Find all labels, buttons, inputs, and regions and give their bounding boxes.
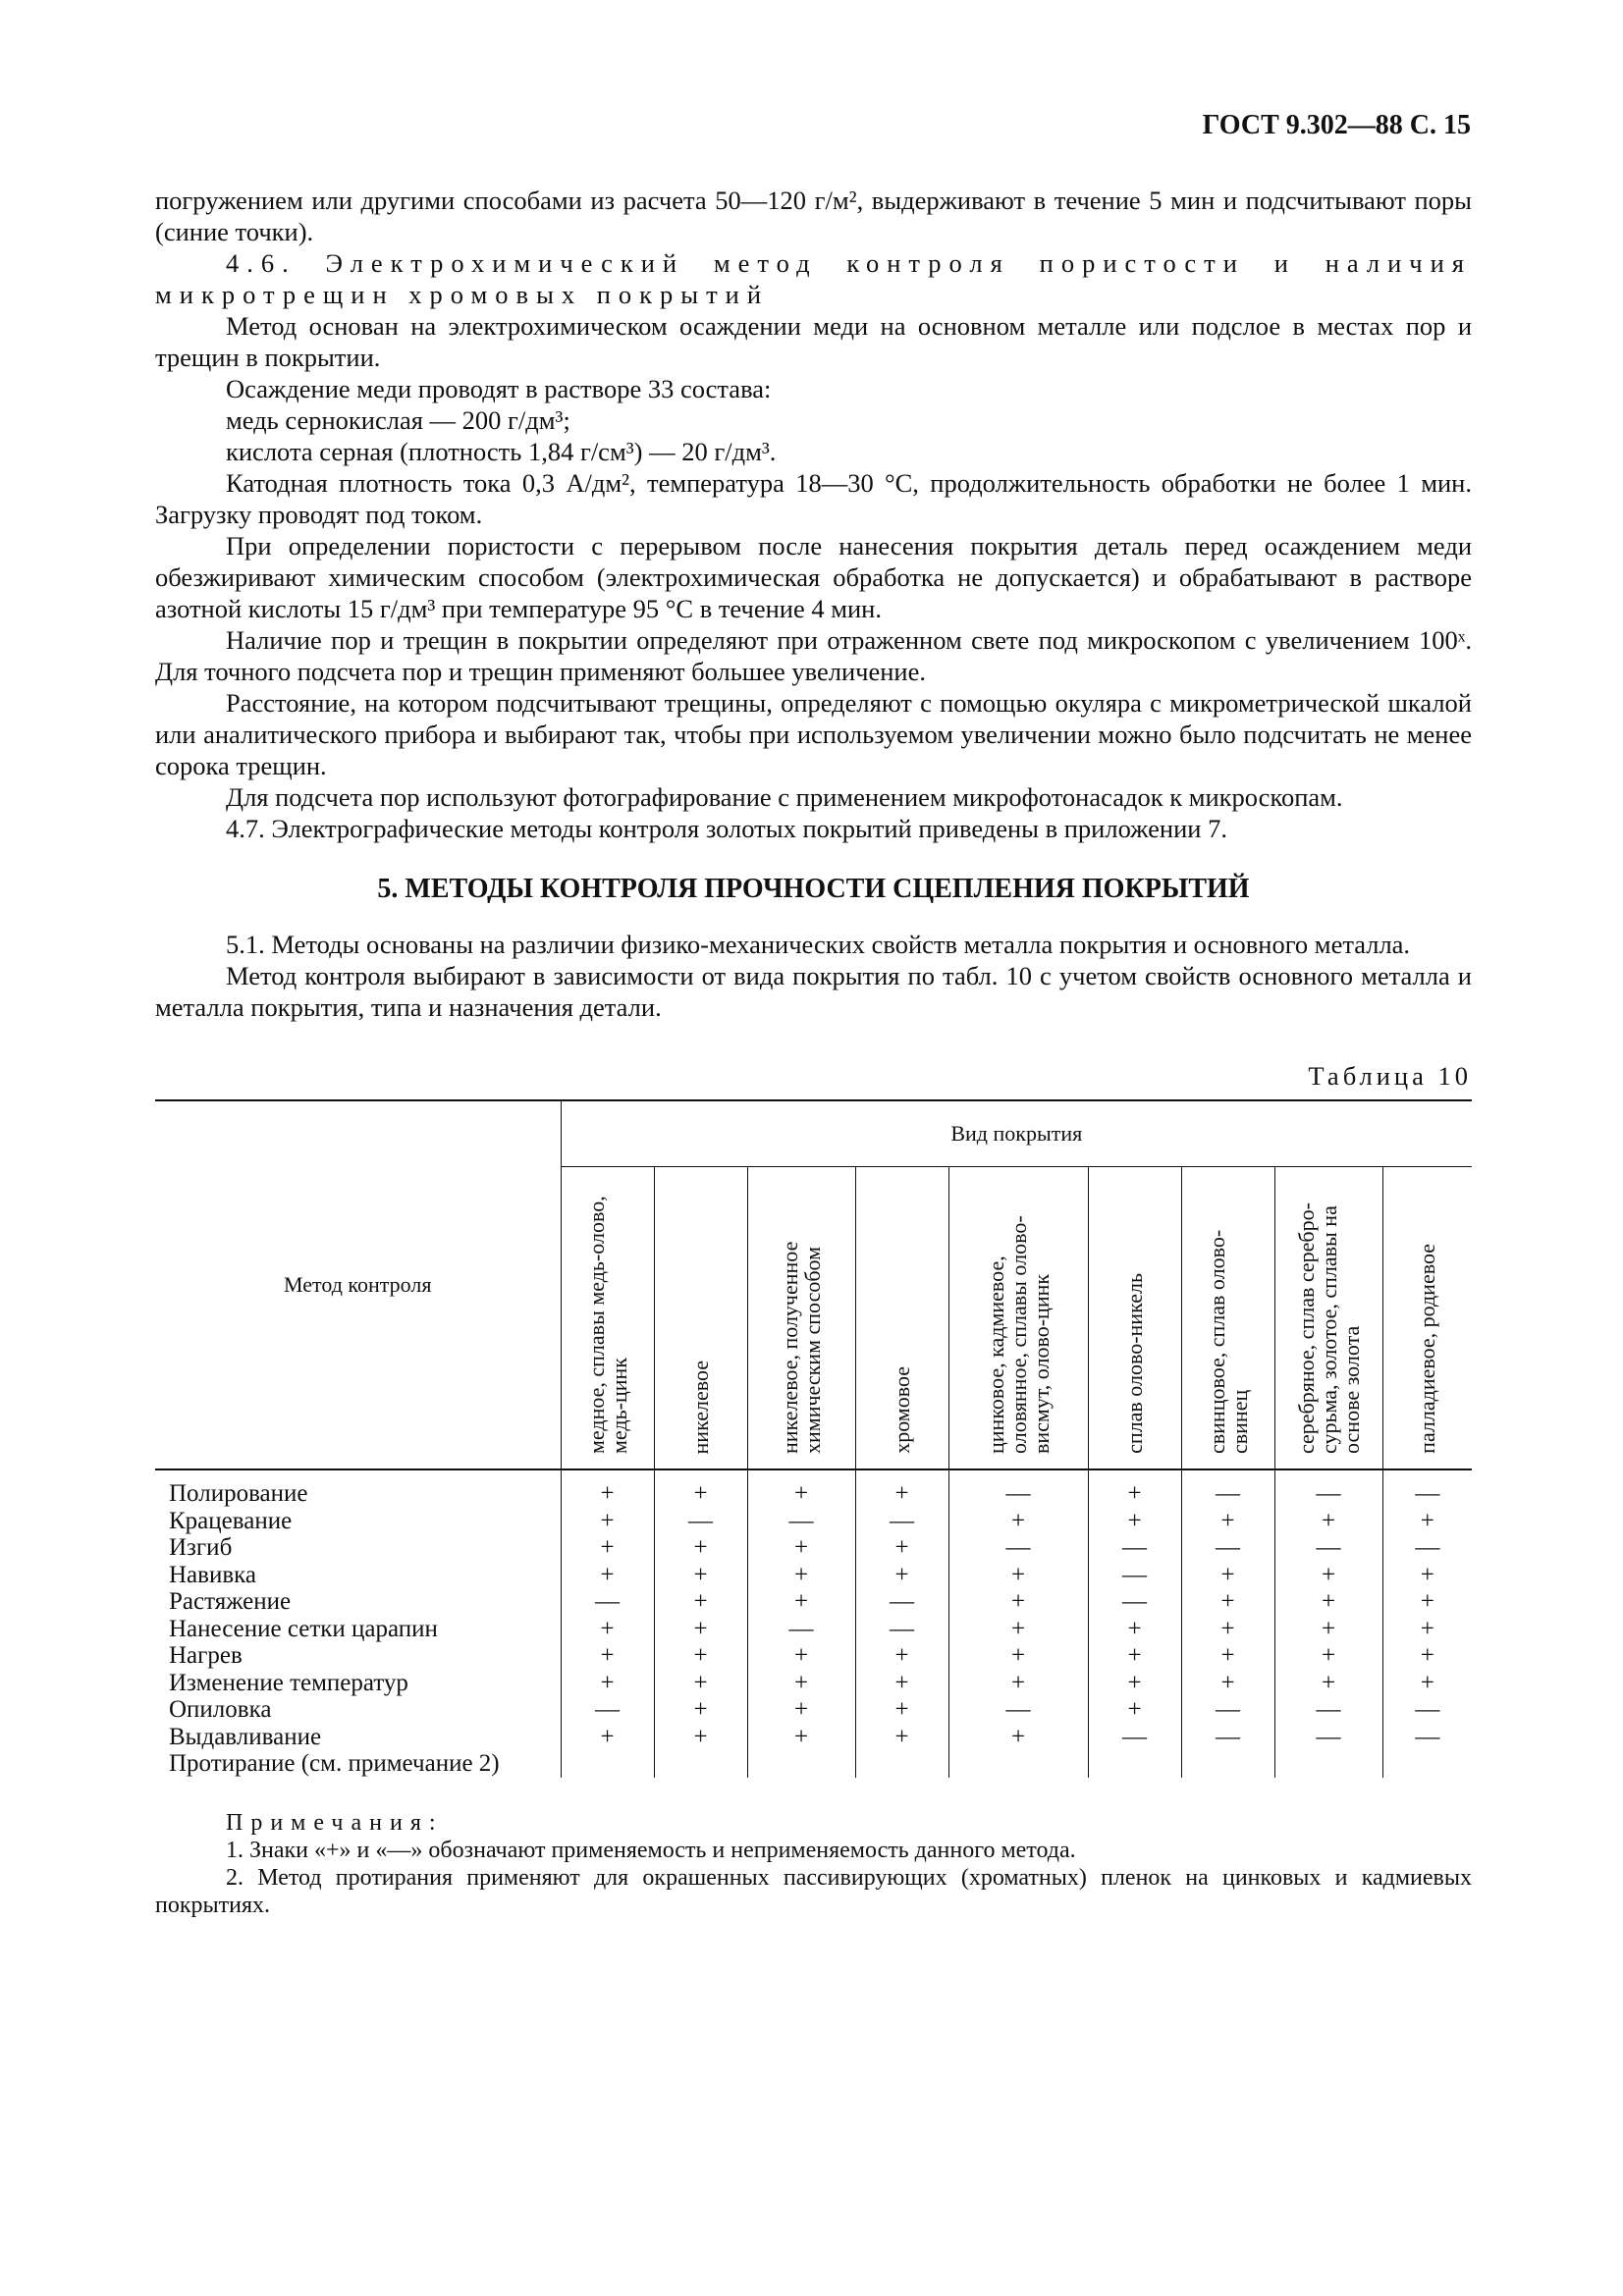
paragraph: Осаждение меди проводят в растворе 33 состава: — [226, 374, 772, 403]
applicability-cell: — — [1088, 1588, 1181, 1616]
method-name: Выдавливание — [155, 1724, 561, 1751]
applicability-cell: + — [654, 1534, 747, 1562]
paragraph: Наличие пор и трещин в покрытии определяют при отраженном свете под микроскопом с увеличением 100ˣ. Для точного подсчета пор и трещин применяют большее увеличение. — [155, 625, 1472, 686]
coating-column-label: серебряное, сплав серебро-сурьма, золотое, сплавы на основе золота — [1293, 1202, 1364, 1454]
applicability-cell: + — [855, 1562, 948, 1589]
applicability-cell: + — [561, 1616, 654, 1643]
applicability-cell: — — [948, 1469, 1088, 1508]
applicability-cell: + — [561, 1469, 654, 1508]
method-name: Полирование — [155, 1469, 561, 1508]
table-row — [155, 1588, 1472, 1616]
coating-column-label: палладиевое, родиевое — [1415, 1244, 1440, 1454]
applicability-cell: — — [1181, 1469, 1274, 1508]
applicability-cell: + — [1181, 1562, 1274, 1589]
applicability-cell: + — [747, 1696, 855, 1724]
applicability-cell: + — [855, 1642, 948, 1670]
applicability-cell: + — [1181, 1588, 1274, 1616]
coating-column-header — [948, 1167, 1088, 1470]
coating-column-label: свинцовое, сплав олово-свинец — [1204, 1229, 1252, 1454]
applicability-cell: + — [561, 1534, 654, 1562]
table-row — [155, 1616, 1472, 1643]
notes-title: Примечания: — [226, 1809, 444, 1836]
applicability-cell: + — [1382, 1588, 1472, 1616]
applicability-cell: + — [747, 1469, 855, 1508]
applicability-cell: + — [1274, 1642, 1382, 1670]
method-name: Нагрев — [155, 1642, 561, 1670]
applicability-cell: + — [855, 1724, 948, 1751]
paragraph: 5.1. Методы основаны на различии физико-механических свойств металла покрытия и основного металла. — [226, 930, 1411, 959]
applicability-cell: — — [1181, 1534, 1274, 1562]
applicability-cell: + — [948, 1588, 1088, 1616]
method-name: Навивка — [155, 1562, 561, 1589]
coating-column-header — [654, 1167, 747, 1470]
method-name: Опиловка — [155, 1696, 561, 1724]
applicability-cell: + — [948, 1724, 1088, 1751]
applicability-cell: — — [561, 1588, 654, 1616]
applicability-cell: — — [1181, 1724, 1274, 1751]
applicability-cell — [1181, 1750, 1274, 1778]
applicability-cell: — — [1274, 1534, 1382, 1562]
applicability-cell: + — [1274, 1670, 1382, 1697]
applicability-cell: — — [948, 1534, 1088, 1562]
method-name: Растяжение — [155, 1588, 561, 1616]
paragraph: Для подсчета пор используют фотографирование с применением микрофотонасадок к микроскопам. — [226, 782, 1343, 812]
applicability-cell: + — [654, 1642, 747, 1670]
table-row — [155, 1469, 1472, 1508]
coating-column-header — [1274, 1167, 1382, 1470]
applicability-cell — [1274, 1750, 1382, 1778]
coating-column-header — [855, 1167, 948, 1470]
method-column-header: Метод контроля — [155, 1100, 561, 1469]
applicability-cell: + — [948, 1508, 1088, 1535]
page-content — [155, 185, 1472, 1919]
applicability-cell: + — [1274, 1616, 1382, 1643]
paragraph: Расстояние, на котором подсчитывают трещины, определяют с помощью окуляра с микрометрической шкалой или аналитического прибора и выбирают так, чтобы при используемом увеличении можно было подсчитать не менее сорока трещин. — [155, 688, 1472, 780]
table-row — [155, 1508, 1472, 1535]
table-row — [155, 1696, 1472, 1724]
applicability-cell: + — [747, 1534, 855, 1562]
methods-table — [155, 1099, 1472, 1778]
applicability-cell: — — [1274, 1469, 1382, 1508]
applicability-cell: + — [747, 1670, 855, 1697]
applicability-cell: + — [654, 1696, 747, 1724]
notes — [155, 1809, 1472, 1919]
applicability-cell: — — [1088, 1534, 1181, 1562]
table-row — [155, 1724, 1472, 1751]
section-title: 5. МЕТОДЫ КОНТРОЛЯ ПРОЧНОСТИ СЦЕПЛЕНИЯ ПОКРЫТИЙ — [377, 874, 1250, 904]
applicability-cell: + — [654, 1616, 747, 1643]
applicability-cell: — — [855, 1616, 948, 1643]
applicability-cell: — — [654, 1508, 747, 1535]
applicability-cell: + — [654, 1562, 747, 1589]
applicability-cell: + — [1088, 1670, 1181, 1697]
applicability-cell: + — [1382, 1562, 1472, 1589]
applicability-cell: + — [1088, 1696, 1181, 1724]
applicability-cell: — — [1382, 1724, 1472, 1751]
applicability-cell: + — [654, 1724, 747, 1751]
paragraph: Катодная плотность тока 0,3 А/дм², температура 18—30 °С, продолжительность обработки не более 1 мин. Загрузку проводят под током. — [155, 468, 1472, 529]
applicability-cell: + — [1181, 1670, 1274, 1697]
applicability-cell: + — [1274, 1508, 1382, 1535]
applicability-cell: + — [747, 1724, 855, 1751]
coating-column-label: медное, сплавы медь-олово, медь-цинк — [583, 1196, 631, 1454]
paragraph: кислота серная (плотность 1,84 г/см³) — 20 г/дм³. — [226, 437, 777, 466]
applicability-cell: — — [1088, 1724, 1181, 1751]
applicability-cell: + — [948, 1562, 1088, 1589]
applicability-cell: + — [1382, 1670, 1472, 1697]
applicability-cell: + — [1181, 1642, 1274, 1670]
applicability-cell: + — [948, 1642, 1088, 1670]
method-name: Нанесение сетки царапин — [155, 1616, 561, 1643]
coating-column-header — [1088, 1167, 1181, 1470]
applicability-cell — [1382, 1750, 1472, 1778]
applicability-cell: + — [561, 1724, 654, 1751]
coating-group-header: Вид покрытия — [561, 1100, 1472, 1167]
applicability-cell: + — [654, 1469, 747, 1508]
applicability-cell: + — [1088, 1469, 1181, 1508]
method-name: Изгиб — [155, 1534, 561, 1562]
paragraph: При определении пористости с перерывом после нанесения покрытия деталь перед осаждением меди обезжиривают химическим способом (электрохимическая обработка не допускается) и обрабатывают в растворе азотной кислоты 15 г/дм³ при температуре 95 °С в течение 4 мин. — [155, 531, 1472, 623]
applicability-cell: + — [1088, 1616, 1181, 1643]
applicability-cell — [654, 1750, 747, 1778]
coating-column-header — [1181, 1167, 1274, 1470]
applicability-cell: — — [561, 1696, 654, 1724]
paragraph: медь сернокислая — 200 г/дм³; — [226, 405, 570, 435]
coating-column-label: хромовое — [890, 1366, 914, 1454]
paragraph: Метод основан на электрохимическом осаждении меди на основном металле или подслое в местах пор и трещин в покрытии. — [155, 311, 1472, 372]
applicability-cell: + — [561, 1670, 654, 1697]
note-item: 2. Метод протирания применяют для окрашенных пассивирующих (хроматных) пленок на цинковых и кадмиевых покрытиях. — [155, 1864, 1472, 1918]
applicability-cell — [1088, 1750, 1181, 1778]
coating-column-label: цинковое, кадмиевое, оловянное, сплавы олово-висмут, олово-цинк — [983, 1215, 1054, 1454]
method-name: Крацевание — [155, 1508, 561, 1535]
applicability-cell: + — [1088, 1642, 1181, 1670]
coating-column-label: сплав олово-никель — [1122, 1273, 1147, 1454]
method-name: Изменение температур — [155, 1670, 561, 1697]
paragraph: Метод контроля выбирают в зависимости от вида покрытия по табл. 10 с учетом свойств основного металла и металла покрытия, типа и назначения детали. — [155, 961, 1472, 1022]
applicability-cell: + — [561, 1562, 654, 1589]
applicability-cell: + — [561, 1642, 654, 1670]
table-caption: Таблица 10 — [1308, 1061, 1472, 1091]
applicability-cell: + — [855, 1670, 948, 1697]
applicability-cell: + — [948, 1616, 1088, 1643]
paragraph: погружением или другими способами из расчета 50—120 г/м², выдерживают в течение 5 мин и подсчитывают поры (синие точки). — [155, 186, 1472, 246]
applicability-cell: — — [747, 1508, 855, 1535]
applicability-cell: + — [855, 1534, 948, 1562]
applicability-cell: — — [747, 1616, 855, 1643]
table-row — [155, 1642, 1472, 1670]
applicability-cell: + — [654, 1588, 747, 1616]
applicability-cell: — — [855, 1588, 948, 1616]
applicability-cell: + — [1274, 1562, 1382, 1589]
applicability-cell: + — [1382, 1508, 1472, 1535]
applicability-cell: — — [1382, 1696, 1472, 1724]
applicability-cell: + — [855, 1469, 948, 1508]
method-name: Протирание (см. примечание 2) — [155, 1750, 561, 1778]
applicability-cell: — — [1382, 1534, 1472, 1562]
applicability-cell: + — [1181, 1616, 1274, 1643]
coating-column-header — [747, 1167, 855, 1470]
applicability-cell: + — [747, 1642, 855, 1670]
subsection-heading: 4.6. Электрохимический метод контроля пористости и наличия микротрещин хромовых покрытий — [155, 248, 1472, 309]
applicability-cell: + — [1181, 1508, 1274, 1535]
note-item: 1. Знаки «+» и «—» обозначают применяемость и неприменяемость данного метода. — [226, 1837, 1076, 1863]
coating-column-header — [561, 1167, 654, 1470]
applicability-cell — [855, 1750, 948, 1778]
applicability-cell: — — [855, 1508, 948, 1535]
table-row — [155, 1534, 1472, 1562]
coating-column-label: никелевое, полученное химическим способом — [778, 1241, 825, 1454]
applicability-cell: — — [1274, 1696, 1382, 1724]
applicability-cell: + — [1382, 1616, 1472, 1643]
applicability-cell — [747, 1750, 855, 1778]
applicability-cell: — — [1181, 1696, 1274, 1724]
applicability-cell: — — [1088, 1562, 1181, 1589]
applicability-cell: + — [1274, 1588, 1382, 1616]
applicability-cell: + — [654, 1670, 747, 1697]
applicability-cell: — — [1274, 1724, 1382, 1751]
table-row — [155, 1750, 1472, 1778]
applicability-cell — [561, 1750, 654, 1778]
applicability-cell: + — [561, 1508, 654, 1535]
applicability-cell: + — [1088, 1508, 1181, 1535]
applicability-cell: + — [747, 1562, 855, 1589]
paragraph: 4.7. Электрографические методы контроля золотых покрытий приведены в приложении 7. — [226, 814, 1227, 843]
applicability-cell: + — [1382, 1642, 1472, 1670]
table-row — [155, 1670, 1472, 1697]
applicability-cell — [948, 1750, 1088, 1778]
coating-column-header — [1382, 1167, 1472, 1470]
coating-column-label: никелевое — [688, 1360, 713, 1454]
applicability-cell: + — [855, 1696, 948, 1724]
applicability-cell: + — [948, 1670, 1088, 1697]
applicability-cell: — — [1382, 1469, 1472, 1508]
table-row — [155, 1562, 1472, 1589]
page-header: ГОСТ 9.302—88 С. 15 — [1202, 110, 1471, 140]
applicability-cell: — — [948, 1696, 1088, 1724]
applicability-cell: + — [747, 1588, 855, 1616]
